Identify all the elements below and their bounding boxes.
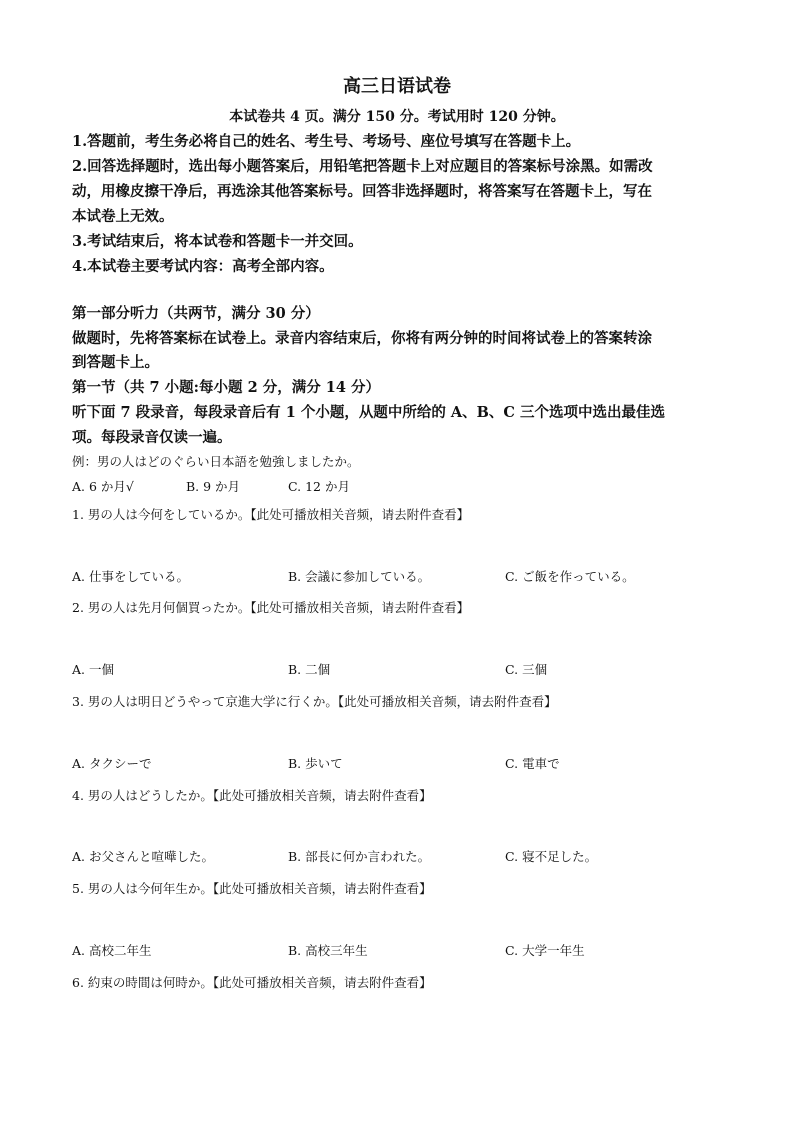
option-b: B. 部長に何か言われた。 <box>288 849 431 864</box>
note-line: 2.回答选择题时，选出每小题答案后，用铅笔把答题卡上对应题目的答案标号涂黑。如需改 <box>72 158 653 175</box>
option-a: A. 仕事をしている。 <box>72 569 189 584</box>
question-3: 3. 男の人は明日どうやって京進大学に行くか。【此处可播放相关音频，请去附件查看】 <box>72 694 557 709</box>
note-line: 本试卷上无效。 <box>72 208 174 225</box>
example-option-a: A. 6 か月√ <box>72 479 134 494</box>
page-title: 高三日语试卷 <box>343 76 451 97</box>
option-a: A. 一個 <box>72 662 114 677</box>
note-line: 动，用橡皮擦干净后，再选涂其他答案标号。回答非选择题时，将答案写在答题卡上，写在 <box>72 183 652 200</box>
question-6: 6. 約束の時間は何時か。【此处可播放相关音频，请去附件查看】 <box>72 975 432 990</box>
part1-heading: 第一部分听力（共两节，满分 30 分） <box>72 305 320 322</box>
question-5: 5. 男の人は今何年生か。【此处可播放相关音频，请去附件查看】 <box>72 881 432 896</box>
option-a: A. お父さんと喧嘩した。 <box>72 849 214 864</box>
option-c: C. 大学一年生 <box>505 943 585 958</box>
option-b: B. 高校三年生 <box>288 943 368 958</box>
question-4: 4. 男の人はどうしたか。【此处可播放相关音频，请去附件查看】 <box>72 788 432 803</box>
option-b: B. 会議に参加している。 <box>288 569 431 584</box>
part1-instruction: 到答题卡上。 <box>72 354 159 371</box>
option-c: C. 三個 <box>505 662 548 677</box>
section1-instruction: 听下面 7 段录音，每段录音后有 1 个小题，从题中所给的 A、B、C 三个选项中选出最佳选 <box>72 404 666 421</box>
section1-instruction: 项。每段录音仅读一遍。 <box>72 429 232 446</box>
note-line: 4.本试卷主要考试内容：高考全部内容。 <box>72 258 334 275</box>
example-option-b: B. 9 か月 <box>186 479 241 494</box>
option-c: C. 電車で <box>505 756 560 771</box>
option-c: C. 寝不足した。 <box>505 849 598 864</box>
note-line: 1.答题前，考生务必将自己的姓名、考生号、考场号、座位号填写在答题卡上。 <box>72 133 581 150</box>
section1-heading: 第一节（共 7 小题:每小题 2 分，满分 14 分） <box>72 379 380 396</box>
option-a: A. タクシーで <box>72 756 152 771</box>
question-1: 1. 男の人は今何をしているか。【此处可播放相关音频，请去附件查看】 <box>72 507 470 522</box>
option-b: B. 歩いて <box>288 756 343 771</box>
note-line: 3.考试结束后，将本试卷和答题卡一并交回。 <box>72 233 363 250</box>
part1-instruction: 做题时，先将答案标在试卷上。录音内容结束后，你将有两分钟的时间将试卷上的答案转涂 <box>72 330 652 347</box>
example-option-c: C. 12 か月 <box>288 479 350 494</box>
option-a: A. 高校二年生 <box>72 943 152 958</box>
example-question: 例：男の人はどのぐらい日本語を勉強しましたか。 <box>72 454 360 469</box>
option-b: B. 二個 <box>288 662 331 677</box>
page-subtitle: 本试卷共 4 页。满分 150 分。考试用时 120 分钟。 <box>229 109 565 125</box>
option-c: C. ご飯を作っている。 <box>505 569 635 584</box>
question-2: 2. 男の人は先月何個買ったか。【此处可播放相关音频，请去附件查看】 <box>72 600 470 615</box>
